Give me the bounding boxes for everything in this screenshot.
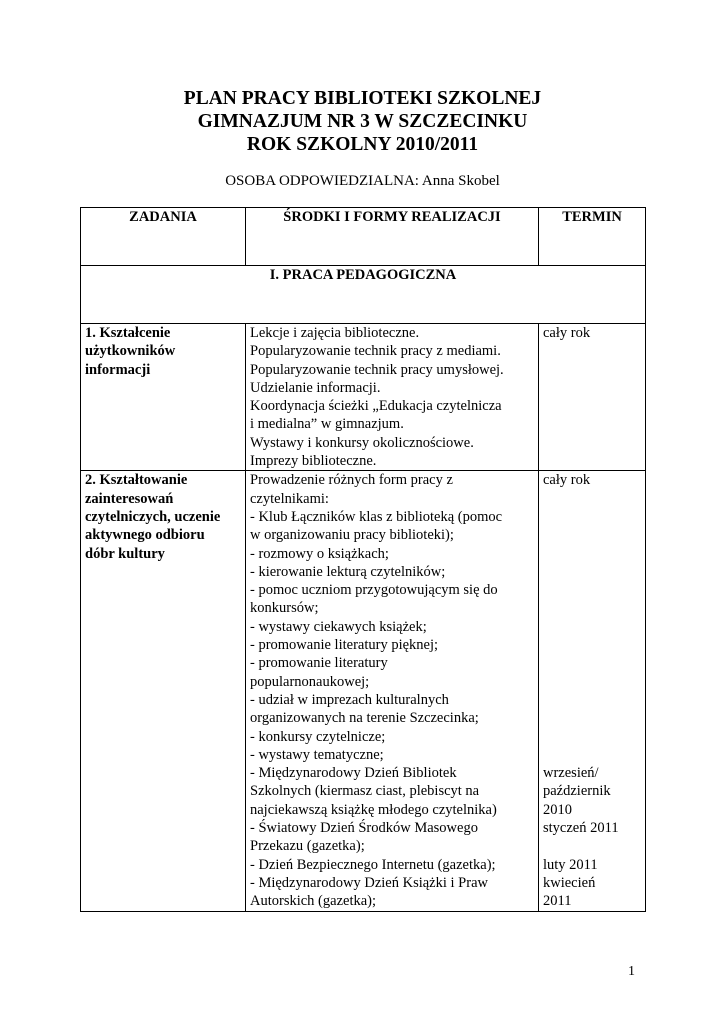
means-line: w organizowaniu pracy biblioteki); <box>250 527 454 544</box>
means-line: Popularyzowanie technik pracy umysłowej. <box>250 361 504 378</box>
means-line: - rozmowy o książkach; <box>250 545 389 562</box>
means-line: - Klub Łączników klas z biblioteką (pomoc <box>250 508 503 525</box>
task-line: informacji <box>85 361 151 378</box>
work-plan-table <box>80 207 646 912</box>
means-line: - promowanie literatury pięknej; <box>250 637 439 654</box>
term-date: wrzesień/ <box>543 765 599 782</box>
means-line: - wystawy tematyczne; <box>250 746 384 763</box>
task-line: czytelniczych, uczenie <box>85 508 221 525</box>
table-header-row <box>81 208 646 266</box>
means-line: - konkursy czytelnicze; <box>250 728 386 745</box>
term-date: październik <box>543 783 611 800</box>
responsible-person: OSOBA ODPOWIEDZIALNA: Anna Skobel <box>225 173 500 189</box>
task-line: 1. Kształcenie <box>85 325 171 341</box>
means-line: Udzielanie informacji. <box>250 379 381 396</box>
header-tasks: ZADANIA <box>81 208 246 266</box>
means-line: organizowanych na terenie Szczecinka; <box>250 710 479 727</box>
means-line: Prowadzenie różnych form pracy z <box>250 472 453 489</box>
means-line: - Światowy Dzień Środków Masowego <box>250 820 478 837</box>
term-date: luty 2011 <box>543 856 598 873</box>
means-line: - udział w imprezach kulturalnych <box>250 691 449 708</box>
task-cell <box>81 471 246 911</box>
term-cell <box>539 471 646 911</box>
means-line: Przekazu (gazetka); <box>250 838 365 855</box>
title-line: PLAN PRACY BIBLIOTEKI SZKOLNEJ <box>183 88 542 109</box>
means-line: - pomoc uczniom przygotowującym się do <box>250 582 498 599</box>
task-line: zainteresowań <box>85 490 174 507</box>
means-line: - promowanie literatury <box>250 655 388 672</box>
means-line: i medialna” w gimnazjum. <box>250 416 404 433</box>
means-line: - wystawy ciekawych książek; <box>250 618 427 635</box>
term-date: kwiecień <box>543 874 596 891</box>
section-row <box>81 266 646 324</box>
table-row <box>81 324 646 471</box>
means-line: - Międzynarodowy Dzień Bibliotek <box>250 765 457 782</box>
header-term: TERMIN <box>539 208 646 266</box>
term-value: cały rok <box>543 472 591 489</box>
means-cell <box>246 471 539 911</box>
means-line: czytelnikami: <box>250 490 329 507</box>
task-line: dóbr kultury <box>85 545 165 562</box>
term-date: 2011 <box>543 893 572 910</box>
document-title <box>0 87 725 156</box>
task-line: 2. Kształtowanie <box>85 472 188 489</box>
means-line: Popularyzowanie technik pracy z mediami. <box>250 343 501 360</box>
term-cell <box>539 324 646 471</box>
header-means: ŚRODKI I FORMY REALIZACJI <box>246 208 539 266</box>
means-cell <box>246 324 539 471</box>
means-line: popularnonaukowej; <box>250 673 370 690</box>
means-line: Koordynacja ścieżki „Edukacja czytelnicza <box>250 398 502 415</box>
means-line: Szkolnych (kiermasz ciast, plebiscyt na <box>250 783 480 800</box>
task-line: aktywnego odbioru <box>85 527 205 544</box>
means-line: Autorskich (gazetka); <box>250 893 377 910</box>
section-title: I. PRACA PEDAGOGICZNA <box>81 266 646 324</box>
title-line: GIMNAZJUM NR 3 W SZCZECINKU <box>197 111 528 132</box>
page-number: 1 <box>628 964 635 979</box>
task-cell <box>81 324 246 471</box>
means-line: Lekcje i zajęcia biblioteczne. <box>250 325 420 341</box>
title-line: ROK SZKOLNY 2010/2011 <box>246 134 479 155</box>
means-line: - kierowanie lekturą czytelników; <box>250 563 446 580</box>
means-line: konkursów; <box>250 600 319 617</box>
table-row <box>81 471 646 911</box>
means-line: Imprezy biblioteczne. <box>250 453 377 470</box>
term-value: cały rok <box>543 325 591 341</box>
means-line: - Międzynarodowy Dzień Książki i Praw <box>250 874 488 891</box>
means-line: najciekawszą książkę młodego czytelnika) <box>250 801 497 818</box>
term-date: 2010 <box>543 801 572 818</box>
term-date: styczeń 2011 <box>543 820 619 837</box>
task-line: użytkowników <box>85 343 176 360</box>
means-line: Wystawy i konkursy okolicznościowe. <box>250 434 474 451</box>
means-line: - Dzień Bezpiecznego Internetu (gazetka); <box>250 856 496 873</box>
